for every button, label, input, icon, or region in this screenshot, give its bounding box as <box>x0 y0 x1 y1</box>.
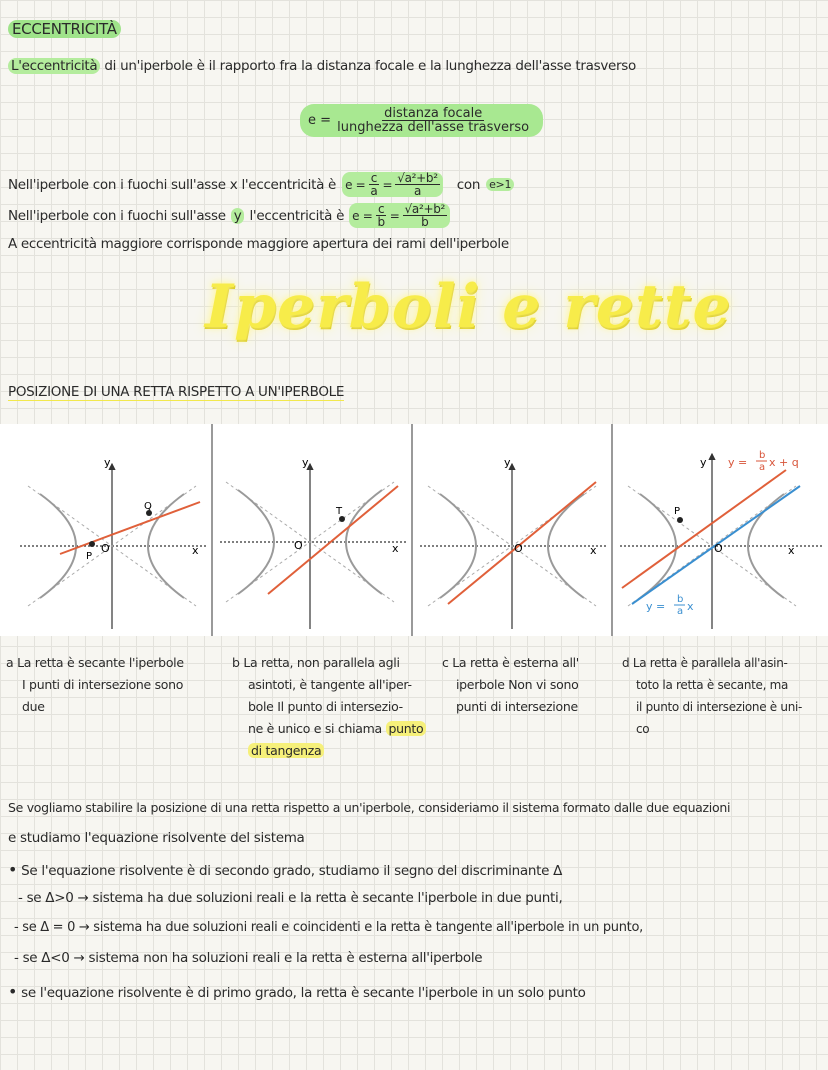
eq-top-d <box>728 450 799 473</box>
ecc-x-text: Nell'iperbole con i fuochi sull'asse x l'eccentricità è <box>8 176 337 193</box>
axis-x-c: x <box>590 544 597 557</box>
svg-text:b: b <box>759 450 766 461</box>
ecc-y-axis: y <box>231 208 245 224</box>
cond-value: e>1 <box>486 178 514 191</box>
cond-prefix: con <box>456 176 481 193</box>
svg-text:a: a <box>759 462 766 473</box>
parallel-line-d <box>622 470 786 588</box>
axis-x-b: x <box>392 542 399 555</box>
system-para-1: Se vogliamo stabilire la posizione di una retta rispetto a un'iperbole, consideriamo il sistema formato dalle due equazioni <box>8 800 731 815</box>
position-heading: POSIZIONE DI UNA RETTA RISPETTO A UN'IPERBOLE <box>8 384 345 400</box>
caption-b: b La retta, non parallela agli asintoti, è tangente all'iper- bole Il punto di intersezio- ne è unico e si chiama punto di tangenza <box>232 652 432 762</box>
formula-fraction <box>335 107 531 134</box>
ecc-y-line <box>8 203 450 228</box>
caption-c-letter: c <box>442 655 449 670</box>
caption-a-letter: a <box>6 655 14 670</box>
origin-c: O <box>514 542 523 555</box>
sub-bullet-1: - se Δ>0 → sistema ha due soluzioni reali e la retta è secante l'iperbole in due punti, <box>18 890 563 906</box>
axis-y-a: y <box>104 456 111 469</box>
bullet-2: • se l'equazione risolvente è di primo grado, la retta è secante l'iperbole in un solo punto <box>8 982 586 1001</box>
point-p-a <box>89 541 95 547</box>
axis-y-d: y <box>700 456 707 469</box>
caption-b-letter: b <box>232 655 240 670</box>
origin-d: O <box>714 542 723 555</box>
caption-d: d La retta è parallela all'asin- toto la retta è secante, ma il punto di intersezione è uni- co <box>622 656 803 736</box>
label-q-a: Q <box>144 501 152 512</box>
ecc-x-line <box>8 172 514 197</box>
caption-b-highlight-2: di tangenza <box>248 743 324 758</box>
point-p-d <box>677 517 683 523</box>
definition-rest: di un'iperbole è il rapporto fra la distanza focale e la lunghezza dell'asse trasverso <box>104 58 637 74</box>
graphs-strip <box>0 424 828 636</box>
sub-bullet-3: - se Δ<0 → sistema non ha soluzioni reali e la retta è esterna all'iperbole <box>14 950 483 966</box>
ecc-y-formula: e = $\frac{c}{b}$ = $\frac{\text{√a²+b²}}{b}$ <box>349 203 450 228</box>
caption-a: a La retta è secante l'iperbole I punti di intersezione sono due <box>6 655 184 714</box>
graph-b <box>220 456 406 629</box>
svg-text:y =: y = <box>646 600 666 613</box>
graphs-svg <box>0 424 828 636</box>
bullet-1: • Se l'equazione risolvente è di secondo grado, studiamo il segno del discriminante Δ <box>8 860 563 879</box>
label-p-a: P <box>86 551 93 562</box>
ecc-y-text-b: l'eccentricità è <box>249 207 345 224</box>
ecc-note: A eccentricità maggiore corrisponde maggiore apertura dei rami dell'iperbole <box>8 236 509 252</box>
origin-b: O <box>294 539 303 552</box>
svg-text:x + q: x + q <box>769 456 799 469</box>
formula-numerator: distanza focale <box>384 106 483 121</box>
caption-d-letter: d <box>622 656 630 670</box>
label-t-b: T <box>336 506 343 517</box>
eccentricity-formula <box>300 104 543 137</box>
ecc-y-text-a: Nell'iperbole con i fuochi sull'asse <box>8 207 226 224</box>
formula-lhs: e = <box>308 113 332 128</box>
axis-x-a: x <box>192 544 199 557</box>
origin-a: O <box>101 542 110 555</box>
tangent-line-b <box>268 486 398 594</box>
svg-text:a: a <box>677 606 684 617</box>
svg-text:b: b <box>677 594 684 605</box>
definition-line <box>8 58 636 74</box>
definition-highlight: L'eccentricità <box>8 58 100 74</box>
axis-y-c: y <box>504 456 511 469</box>
caption-b-highlight-1: punto <box>386 721 427 736</box>
caption-c: c La retta è esterna all' iperbole Non vi sono punti di intersezione <box>442 655 579 714</box>
system-para-2: e studiamo l'equazione risolvente del sistema <box>8 830 305 846</box>
formula-denominator: lunghezza dell'asse trasverso <box>337 120 530 135</box>
eccentricity-title: ECCENTRICITÀ <box>8 20 121 38</box>
graph-d <box>620 450 822 629</box>
axis-x-d: x <box>788 544 795 557</box>
graph-c <box>420 456 606 629</box>
eq-bottom-d <box>646 594 694 617</box>
svg-text:x: x <box>687 600 694 613</box>
graph-a <box>20 456 206 629</box>
svg-text:y =: y = <box>728 456 748 469</box>
ecc-x-formula: e = $\frac{c}{a}$ = $\frac{\text{√a²+b²}}{a}$ <box>342 172 443 197</box>
sub-bullet-2: - se Δ = 0 → sistema ha due soluzioni reali e coincidenti e la retta è tangente all'iperbole in un punto, <box>14 920 643 935</box>
big-title: Iperboli e rette <box>205 272 732 342</box>
label-p-d: P <box>674 506 681 517</box>
axis-y-b: y <box>302 456 309 469</box>
